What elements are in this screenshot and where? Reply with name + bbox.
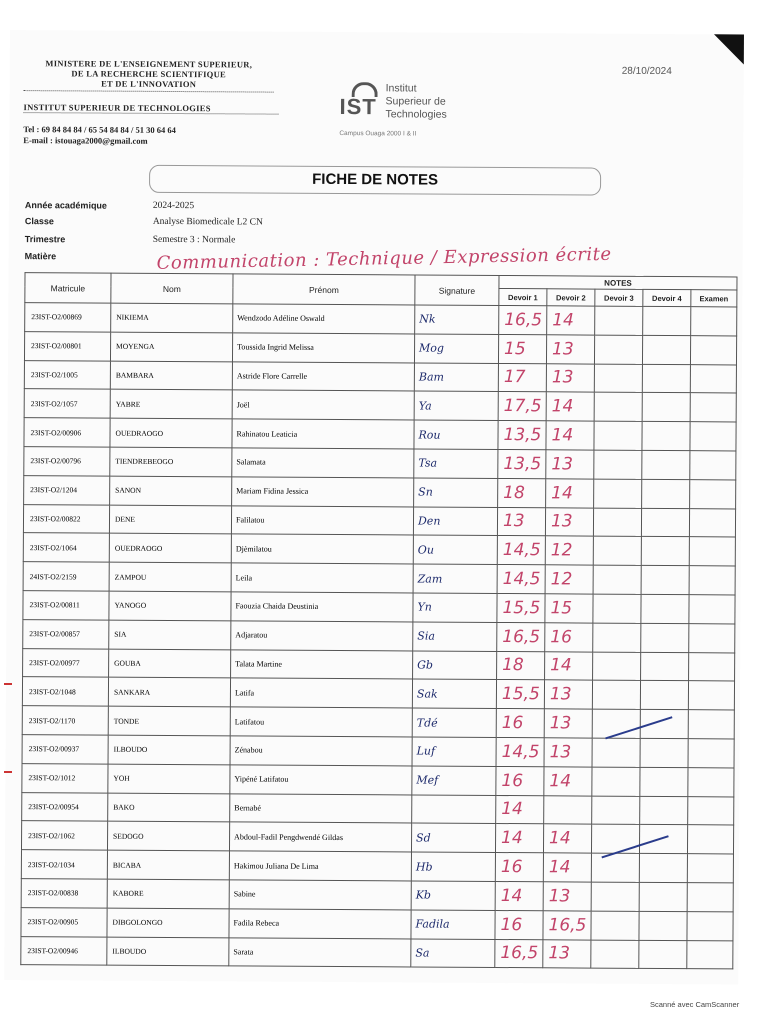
margin-mark — [4, 683, 12, 685]
cell-devoir-2: 13 — [544, 738, 592, 767]
table-row — [22, 706, 734, 739]
cell-nom: ILBOUDO — [107, 937, 229, 967]
cell-nom: SEDOGO — [107, 821, 229, 851]
cell-nom: KABORE — [107, 879, 229, 909]
cell-prenom: Adjaratou — [231, 621, 413, 651]
cell-prenom: Yipéné Latifatou — [230, 765, 412, 795]
cell-devoir-2: 14 — [546, 392, 594, 421]
table-row — [24, 447, 736, 480]
cell-prenom: Rahinatou Leaticia — [232, 419, 414, 449]
logo-mark: IST — [339, 94, 377, 120]
cell-devoir-4 — [643, 306, 691, 335]
cell-signature: Mef — [412, 766, 496, 795]
cell-devoir-3 — [592, 738, 640, 767]
ministry-header — [24, 58, 274, 93]
cell-examen — [690, 479, 736, 508]
cell-examen — [687, 883, 733, 912]
cell-examen — [689, 595, 735, 624]
cell-devoir-1: 14 — [495, 824, 543, 853]
cell-devoir-3 — [593, 594, 641, 623]
cell-signature: Sd — [411, 823, 495, 852]
cell-devoir-3 — [594, 364, 642, 393]
cell-matricule: 23IST-O2/00977 — [23, 648, 109, 677]
cell-prenom: Falilatou — [231, 505, 413, 535]
cell-examen — [687, 854, 733, 883]
logo-name — [385, 82, 447, 121]
cell-matricule: 23IST-O2/00838 — [21, 879, 107, 908]
cell-prenom: Talata Martine — [231, 649, 413, 679]
table-row — [23, 619, 735, 652]
classe-value: Analyse Biomedicale L2 CN — [152, 216, 263, 228]
cell-devoir-2: 12 — [545, 536, 593, 565]
cell-examen — [688, 681, 734, 710]
table-row — [23, 504, 735, 537]
cell-prenom: Sabine — [229, 880, 411, 910]
cell-matricule: 23IST-O2/00796 — [24, 447, 110, 476]
cell-devoir-3 — [591, 824, 639, 853]
cell-examen — [689, 537, 735, 566]
cell-prenom: Toussida Ingrid Melissa — [232, 333, 414, 363]
col-nom: Nom — [111, 273, 233, 304]
cell-devoir-3 — [593, 623, 641, 652]
cell-prenom: Astride Flore Carrelle — [232, 361, 414, 391]
cell-devoir-4 — [642, 479, 690, 508]
cell-devoir-4 — [640, 796, 688, 825]
cell-matricule: 23IST-O2/00905 — [21, 907, 107, 936]
cell-prenom: Sarata — [229, 937, 411, 967]
table-row — [24, 475, 736, 508]
cell-nom: YOH — [108, 764, 230, 794]
cell-devoir-1: 15,5 — [496, 680, 544, 709]
cell-devoir-3 — [594, 335, 642, 364]
cell-devoir-4 — [639, 854, 687, 883]
cell-devoir-2: 14 — [545, 651, 593, 680]
phone-text: Tel : 69 84 84 84 / 65 54 84 84 / 51 30 64 64 — [23, 124, 176, 136]
cell-devoir-4 — [639, 882, 687, 911]
cell-devoir-2 — [544, 795, 592, 824]
page-title: FICHE DE NOTES — [312, 170, 439, 189]
cell-devoir-4 — [642, 364, 690, 393]
cell-devoir-2: 13 — [544, 680, 592, 709]
cell-matricule: 23IST-O2/1057 — [24, 389, 110, 418]
cell-prenom: Joël — [232, 390, 414, 420]
cell-examen — [690, 422, 736, 451]
cell-nom: DIBGOLONGO — [107, 908, 229, 938]
cell-signature — [412, 795, 496, 824]
cell-signature: Bam — [414, 363, 498, 392]
table-row — [22, 763, 734, 796]
cell-matricule: 23IST-O2/1062 — [21, 821, 107, 850]
cell-nom: NIKIEMA — [111, 303, 233, 333]
cell-devoir-1: 13,5 — [498, 421, 546, 450]
cell-examen — [690, 393, 736, 422]
cell-devoir-2: 14 — [547, 306, 595, 335]
cell-nom: OUEDRAOGO — [110, 418, 232, 448]
title-box — [149, 165, 601, 196]
cell-prenom: Zénabou — [230, 736, 412, 766]
cell-devoir-1: 17,5 — [498, 392, 546, 421]
cell-examen — [690, 364, 736, 393]
cell-devoir-2: 14 — [546, 479, 594, 508]
cell-devoir-1: 13,5 — [498, 449, 546, 478]
document-date: 28/10/2024 — [621, 65, 672, 78]
cell-devoir-2: 16 — [545, 623, 593, 652]
table-row — [24, 360, 736, 393]
cell-nom: BICABA — [107, 850, 229, 880]
cell-devoir-4 — [640, 738, 688, 767]
cell-devoir-4 — [641, 537, 689, 566]
cell-devoir-2: 16,5 — [543, 911, 591, 940]
cell-signature: Rou — [414, 420, 498, 449]
cell-nom: SIA — [109, 620, 231, 650]
table-row — [24, 331, 736, 364]
cell-signature: Sn — [414, 478, 498, 507]
cell-nom: ILBOUDO — [108, 735, 230, 765]
cell-nom: DENE — [109, 505, 231, 535]
cell-devoir-4 — [641, 508, 689, 537]
cell-matricule: 23IST-O2/1170 — [22, 706, 108, 735]
cell-devoir-2: 13 — [543, 882, 591, 911]
annee-value: 2024-2025 — [152, 200, 195, 212]
cell-matricule: 23IST-O2/1048 — [22, 677, 108, 706]
cell-nom: SANKARA — [108, 677, 230, 707]
cell-matricule: 23IST-O2/00801 — [24, 331, 110, 360]
cell-devoir-1: 14,5 — [496, 737, 544, 766]
cell-devoir-1: 18 — [497, 651, 545, 680]
cell-devoir-4 — [639, 940, 687, 969]
cell-nom: BAKO — [108, 793, 230, 823]
logo-name-2: Superieur de — [385, 95, 446, 108]
cell-devoir-1: 16,5 — [495, 939, 543, 968]
cell-nom: OUEDRAOGO — [109, 533, 231, 563]
cell-signature: Zam — [413, 564, 497, 593]
cell-devoir-1: 16 — [496, 709, 544, 738]
table-row — [24, 418, 736, 451]
cell-devoir-1: 18 — [498, 478, 546, 507]
cell-devoir-3 — [591, 882, 639, 911]
cell-signature: Tsa — [414, 449, 498, 478]
ministry-line-3: ET DE L'INNOVATION — [101, 78, 197, 90]
cell-examen — [689, 623, 735, 652]
cell-matricule: 23IST-O2/00822 — [23, 504, 109, 533]
ministry-line-1: MINISTERE DE L'ENSEIGNEMENT SUPERIEUR, — [45, 58, 253, 70]
cell-devoir-2: 13 — [546, 335, 594, 364]
cell-devoir-4 — [639, 825, 687, 854]
cell-examen — [688, 796, 734, 825]
trimestre-value: Semestre 3 : Normale — [152, 234, 236, 246]
cell-devoir-4 — [641, 594, 689, 623]
cell-prenom: Fadila Rebeca — [229, 909, 411, 939]
contact-block — [23, 124, 176, 147]
cell-devoir-3 — [593, 508, 641, 537]
cell-examen — [689, 508, 735, 537]
cell-signature: Kb — [411, 881, 495, 910]
cell-devoir-3 — [594, 421, 642, 450]
col-examen: Examen — [691, 290, 737, 307]
cell-examen — [690, 451, 736, 480]
cell-devoir-4 — [642, 393, 690, 422]
logo-name-1: Institut — [385, 82, 417, 95]
matiere-handwritten: Communication : Technique / Expression écrite — [156, 243, 612, 274]
cell-signature: Nk — [415, 305, 499, 334]
cell-devoir-4 — [641, 623, 689, 652]
cell-nom: YABRE — [110, 390, 232, 420]
cell-devoir-1: 17 — [498, 363, 546, 392]
cell-examen — [690, 335, 736, 364]
col-prenom: Prénom — [233, 274, 415, 305]
cell-prenom: Djèmilatou — [231, 534, 413, 564]
cell-nom: TIENDREBEOGO — [110, 447, 232, 477]
cell-devoir-1: 16 — [496, 766, 544, 795]
annee-label: Année académique — [24, 200, 107, 211]
cell-matricule: 23IST-O2/1012 — [22, 763, 108, 792]
cell-devoir-1: 13 — [497, 507, 545, 536]
cell-nom: BAMBARA — [110, 361, 232, 391]
grades-table — [20, 272, 736, 970]
cell-devoir-2: 13 — [545, 507, 593, 536]
cell-prenom: Abdoul-Fadil Pengdwendé Gildas — [229, 822, 411, 852]
cell-prenom: Bernabé — [230, 793, 412, 823]
table-row — [21, 850, 733, 883]
cell-signature: Sak — [412, 679, 496, 708]
institute-line: INSTITUT SUPERIEUR DE TECHNOLOGIES — [23, 102, 278, 115]
ministry-line-2: DE LA RECHERCHE SCIENTIFIQUE — [71, 68, 227, 80]
cell-devoir-3 — [591, 911, 639, 940]
cell-devoir-4 — [642, 422, 690, 451]
col-devoir-4: Devoir 4 — [643, 289, 691, 306]
cell-devoir-3 — [594, 479, 642, 508]
cell-devoir-4 — [639, 911, 687, 940]
cell-examen — [689, 566, 735, 595]
cell-examen — [687, 940, 733, 969]
cell-devoir-2: 13 — [543, 939, 591, 968]
cell-nom: YANOGO — [109, 591, 231, 621]
table-row — [21, 936, 733, 969]
cell-nom: SANON — [110, 476, 232, 506]
cell-signature: Mog — [414, 334, 498, 363]
cell-devoir-3 — [593, 536, 641, 565]
cell-devoir-2: 14 — [543, 853, 591, 882]
cell-signature: Tdé — [412, 708, 496, 737]
cell-examen — [691, 307, 737, 336]
cell-matricule: 23IST-O2/00954 — [22, 792, 108, 821]
cell-devoir-2: 14 — [546, 421, 594, 450]
cell-prenom: Wendzodo Adéline Oswald — [233, 304, 415, 334]
cell-matricule: 23IST-O2/1064 — [23, 533, 109, 562]
email-text: E-mail : istouaga2000@gmail.com — [23, 135, 148, 146]
cell-signature: Luf — [412, 737, 496, 766]
cell-nom: TONDE — [108, 706, 230, 736]
table-row — [23, 562, 735, 595]
cell-signature: Ou — [413, 535, 497, 564]
cell-devoir-3 — [594, 450, 642, 479]
cell-nom: GOUBA — [109, 649, 231, 679]
cell-devoir-4 — [641, 566, 689, 595]
folded-corner — [714, 34, 744, 64]
table-row — [24, 389, 736, 422]
cell-devoir-3 — [593, 652, 641, 681]
cell-devoir-2: 13 — [546, 363, 594, 392]
cell-devoir-1: 16,5 — [499, 305, 547, 334]
cell-devoir-3 — [591, 940, 639, 969]
table-row — [25, 303, 737, 336]
table-row — [21, 907, 733, 940]
cell-matricule: 23IST-O2/00811 — [23, 591, 109, 620]
cell-examen — [688, 710, 734, 739]
col-devoir-2: Devoir 2 — [547, 289, 595, 306]
cell-examen — [688, 739, 734, 768]
cell-devoir-4 — [642, 335, 690, 364]
cell-devoir-4 — [640, 767, 688, 796]
grade-sheet — [4, 30, 744, 984]
cell-matricule: 23IST-O2/00906 — [24, 418, 110, 447]
cell-devoir-1: 16 — [495, 910, 543, 939]
table-row — [23, 648, 735, 681]
cell-signature: Sia — [413, 622, 497, 651]
logo-name-3: Technologies — [385, 108, 447, 121]
col-notes: NOTES — [499, 275, 737, 289]
cell-prenom: Latifa — [230, 678, 412, 708]
cell-matricule: 23IST-O2/1005 — [24, 360, 110, 389]
cell-devoir-3 — [595, 306, 643, 335]
cell-devoir-1: 14 — [495, 881, 543, 910]
cell-devoir-2: 14 — [543, 824, 591, 853]
cell-nom: MOYENGA — [110, 332, 232, 362]
margin-mark — [4, 771, 12, 773]
col-signature: Signature — [415, 275, 499, 306]
cell-examen — [688, 767, 734, 796]
cell-devoir-1: 14 — [496, 795, 544, 824]
cell-devoir-1: 15,5 — [497, 593, 545, 622]
table-body — [21, 303, 737, 970]
cell-matricule: 24IST-O2/2159 — [23, 562, 109, 591]
table-row — [23, 591, 735, 624]
cell-devoir-1: 14,5 — [497, 536, 545, 565]
cell-matricule: 23IST-O2/1034 — [21, 850, 107, 879]
cell-matricule: 23IST-O2/00869 — [25, 303, 111, 332]
cell-matricule: 23IST-O2/00946 — [21, 936, 107, 965]
cell-matricule: 23IST-O2/1204 — [24, 475, 110, 504]
cell-devoir-4 — [641, 652, 689, 681]
table-row — [22, 792, 734, 825]
cell-devoir-2: 14 — [544, 767, 592, 796]
cell-matricule: 23IST-O2/00857 — [23, 619, 109, 648]
cell-nom: ZAMPOU — [109, 562, 231, 592]
cell-prenom: Leila — [231, 563, 413, 593]
cell-devoir-3 — [592, 796, 640, 825]
cell-devoir-4 — [642, 450, 690, 479]
ist-logo — [339, 80, 479, 141]
cell-prenom: Salamata — [232, 448, 414, 478]
matiere-label: Matière — [24, 251, 57, 262]
col-devoir-3: Devoir 3 — [595, 289, 643, 306]
cell-devoir-3 — [593, 565, 641, 594]
cell-signature: Gb — [413, 651, 497, 680]
col-devoir-1: Devoir 1 — [499, 288, 547, 305]
cell-devoir-1: 15 — [498, 334, 546, 363]
cell-examen — [689, 652, 735, 681]
cell-devoir-2: 13 — [546, 450, 594, 479]
cell-examen — [687, 825, 733, 854]
cell-devoir-2: 15 — [545, 594, 593, 623]
cell-prenom: Mariam Fidina Jessica — [232, 477, 414, 507]
cell-devoir-2: 13 — [544, 709, 592, 738]
cell-signature: Yn — [413, 593, 497, 622]
cell-devoir-1: 16 — [495, 853, 543, 882]
table-row — [22, 735, 734, 768]
cell-devoir-3 — [594, 392, 642, 421]
cell-signature: Ya — [414, 391, 498, 420]
cell-devoir-2: 12 — [545, 565, 593, 594]
cell-signature: Hb — [411, 852, 495, 881]
col-matricule: Matricule — [25, 273, 111, 304]
cell-signature: Den — [413, 507, 497, 536]
table-row — [21, 879, 733, 912]
classe-label: Classe — [24, 216, 54, 227]
trimestre-label: Trimestre — [24, 234, 66, 245]
cell-devoir-4 — [640, 681, 688, 710]
cell-examen — [687, 911, 733, 940]
cell-signature: Fadila — [411, 910, 495, 939]
cell-matricule: 23IST-O2/00937 — [22, 735, 108, 764]
table-row — [23, 533, 735, 566]
logo-campus: Campus Ouaga 2000 I & II — [339, 130, 417, 138]
cell-devoir-3 — [592, 680, 640, 709]
cell-signature: Sa — [411, 938, 495, 967]
cell-devoir-3 — [591, 853, 639, 882]
table-row — [22, 677, 734, 710]
cell-prenom: Faouzia Chaida Deustinia — [231, 592, 413, 622]
cell-prenom: Hakimou Juliana De Lima — [229, 851, 411, 881]
scanner-footer: Scanné avec CamScanner — [650, 1000, 740, 1009]
cell-devoir-1: 14,5 — [497, 565, 545, 594]
cell-devoir-1: 16,5 — [497, 622, 545, 651]
cell-prenom: Latifatou — [230, 707, 412, 737]
cell-devoir-3 — [592, 767, 640, 796]
